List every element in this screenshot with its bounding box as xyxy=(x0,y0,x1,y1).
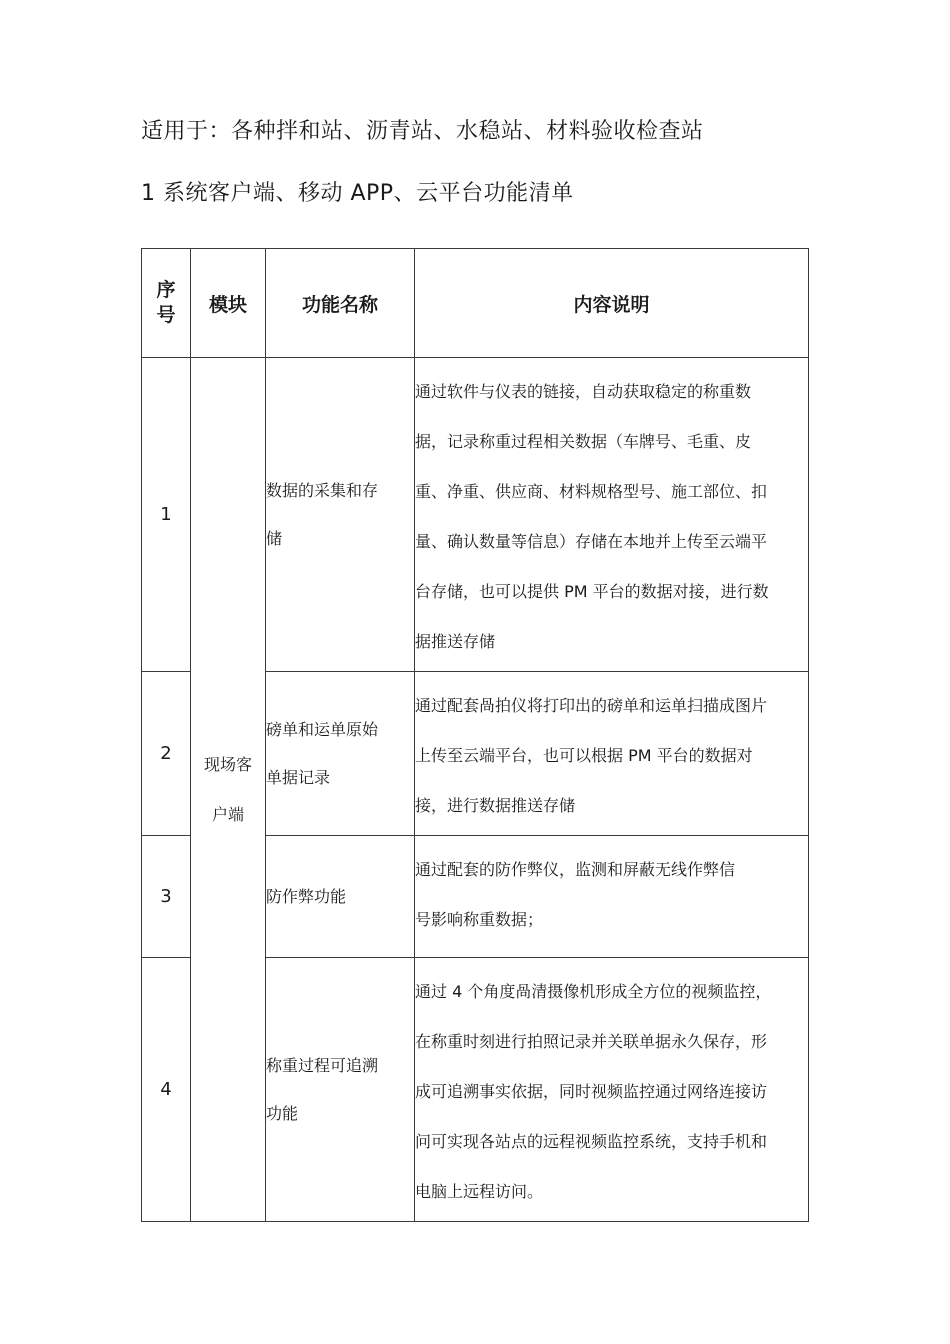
function-name-cell xyxy=(266,358,415,672)
description-line: 重、净重、供应商、材料规格型号、施工部位、扣 xyxy=(415,482,768,501)
description-line: 台存储，也可以提供 PM 平台的数据对接，进行数 xyxy=(415,582,769,601)
module-line1: 现场客 xyxy=(203,754,252,774)
description-cell xyxy=(415,836,809,958)
function-name-cell xyxy=(266,836,415,958)
description-line: 量、确认数量等信息）存储在本地并上传至云端平 xyxy=(415,532,768,551)
header-no-line1: 序 xyxy=(156,279,176,301)
description-line: 成可追溯事实依据，同时视频监控通过网络连接访 xyxy=(415,1082,768,1101)
function-list-table xyxy=(141,248,809,1222)
function-name-line1: 磅单和运单原始 xyxy=(266,719,379,739)
description-line: 上传至云端平台，也可以根据 PM 平台的数据对 xyxy=(415,746,753,765)
description-cell xyxy=(415,958,809,1222)
header-description: 内容说明 xyxy=(415,249,809,358)
function-name-line2: 单据记录 xyxy=(266,767,331,787)
section-title: 1 系统客户端、移动 APP、云平台功能清单 xyxy=(141,181,574,206)
table-row xyxy=(142,358,809,672)
function-name-cell xyxy=(266,672,415,836)
function-name-line2: 储 xyxy=(266,528,283,548)
module-cell xyxy=(191,358,266,1222)
header-no-line2: 号 xyxy=(156,304,176,326)
description-line: 据推送存储 xyxy=(415,632,496,651)
header-function: 功能名称 xyxy=(266,249,415,358)
description-line: 通过配套咼拍仪将打印出的磅单和运单扫描成图片 xyxy=(415,696,768,715)
function-name-line1: 称重过程可追溯 xyxy=(266,1055,379,1075)
description-line: 号影响称重数据； xyxy=(415,910,544,929)
description-line: 通过配套的防作弊仪，监测和屏蔽无线作弊信 xyxy=(415,860,736,879)
row-no: 4 xyxy=(142,958,191,1222)
header-no xyxy=(142,249,191,358)
description-line: 据，记录称重过程相关数据（车牌号、毛重、皮 xyxy=(415,432,752,451)
table-header-row xyxy=(142,249,809,358)
description-line: 通过软件与仪表的链接，自动获取稳定的称重数 xyxy=(415,382,752,401)
applicable-scope-line: 适用于：各种拌和站、沥青站、水稳站、材料验收检查站 xyxy=(141,119,704,144)
module-line2: 户端 xyxy=(211,804,244,824)
description-line: 在称重时刻进行拍照记录并关联单据永久保存，形 xyxy=(415,1032,768,1051)
description-line: 问可实现各站点的远程视频监控系统，支持手机和 xyxy=(415,1132,768,1151)
function-name-cell xyxy=(266,958,415,1222)
row-no: 1 xyxy=(142,358,191,672)
row-no: 2 xyxy=(142,672,191,836)
description-line: 通过 4 个角度咼清摄像机形成全方位的视频监控， xyxy=(415,982,772,1001)
description-line: 电脑上远程访问。 xyxy=(415,1182,544,1201)
description-cell xyxy=(415,358,809,672)
row-no: 3 xyxy=(142,836,191,958)
function-name-line2: 功能 xyxy=(266,1103,299,1123)
description-line: 接，进行数据推送存储 xyxy=(415,796,576,815)
function-name-line1: 数据的采集和存 xyxy=(266,480,379,500)
header-module: 模块 xyxy=(191,249,266,358)
description-cell xyxy=(415,672,809,836)
function-name-line1: 防作弊功能 xyxy=(266,886,347,906)
